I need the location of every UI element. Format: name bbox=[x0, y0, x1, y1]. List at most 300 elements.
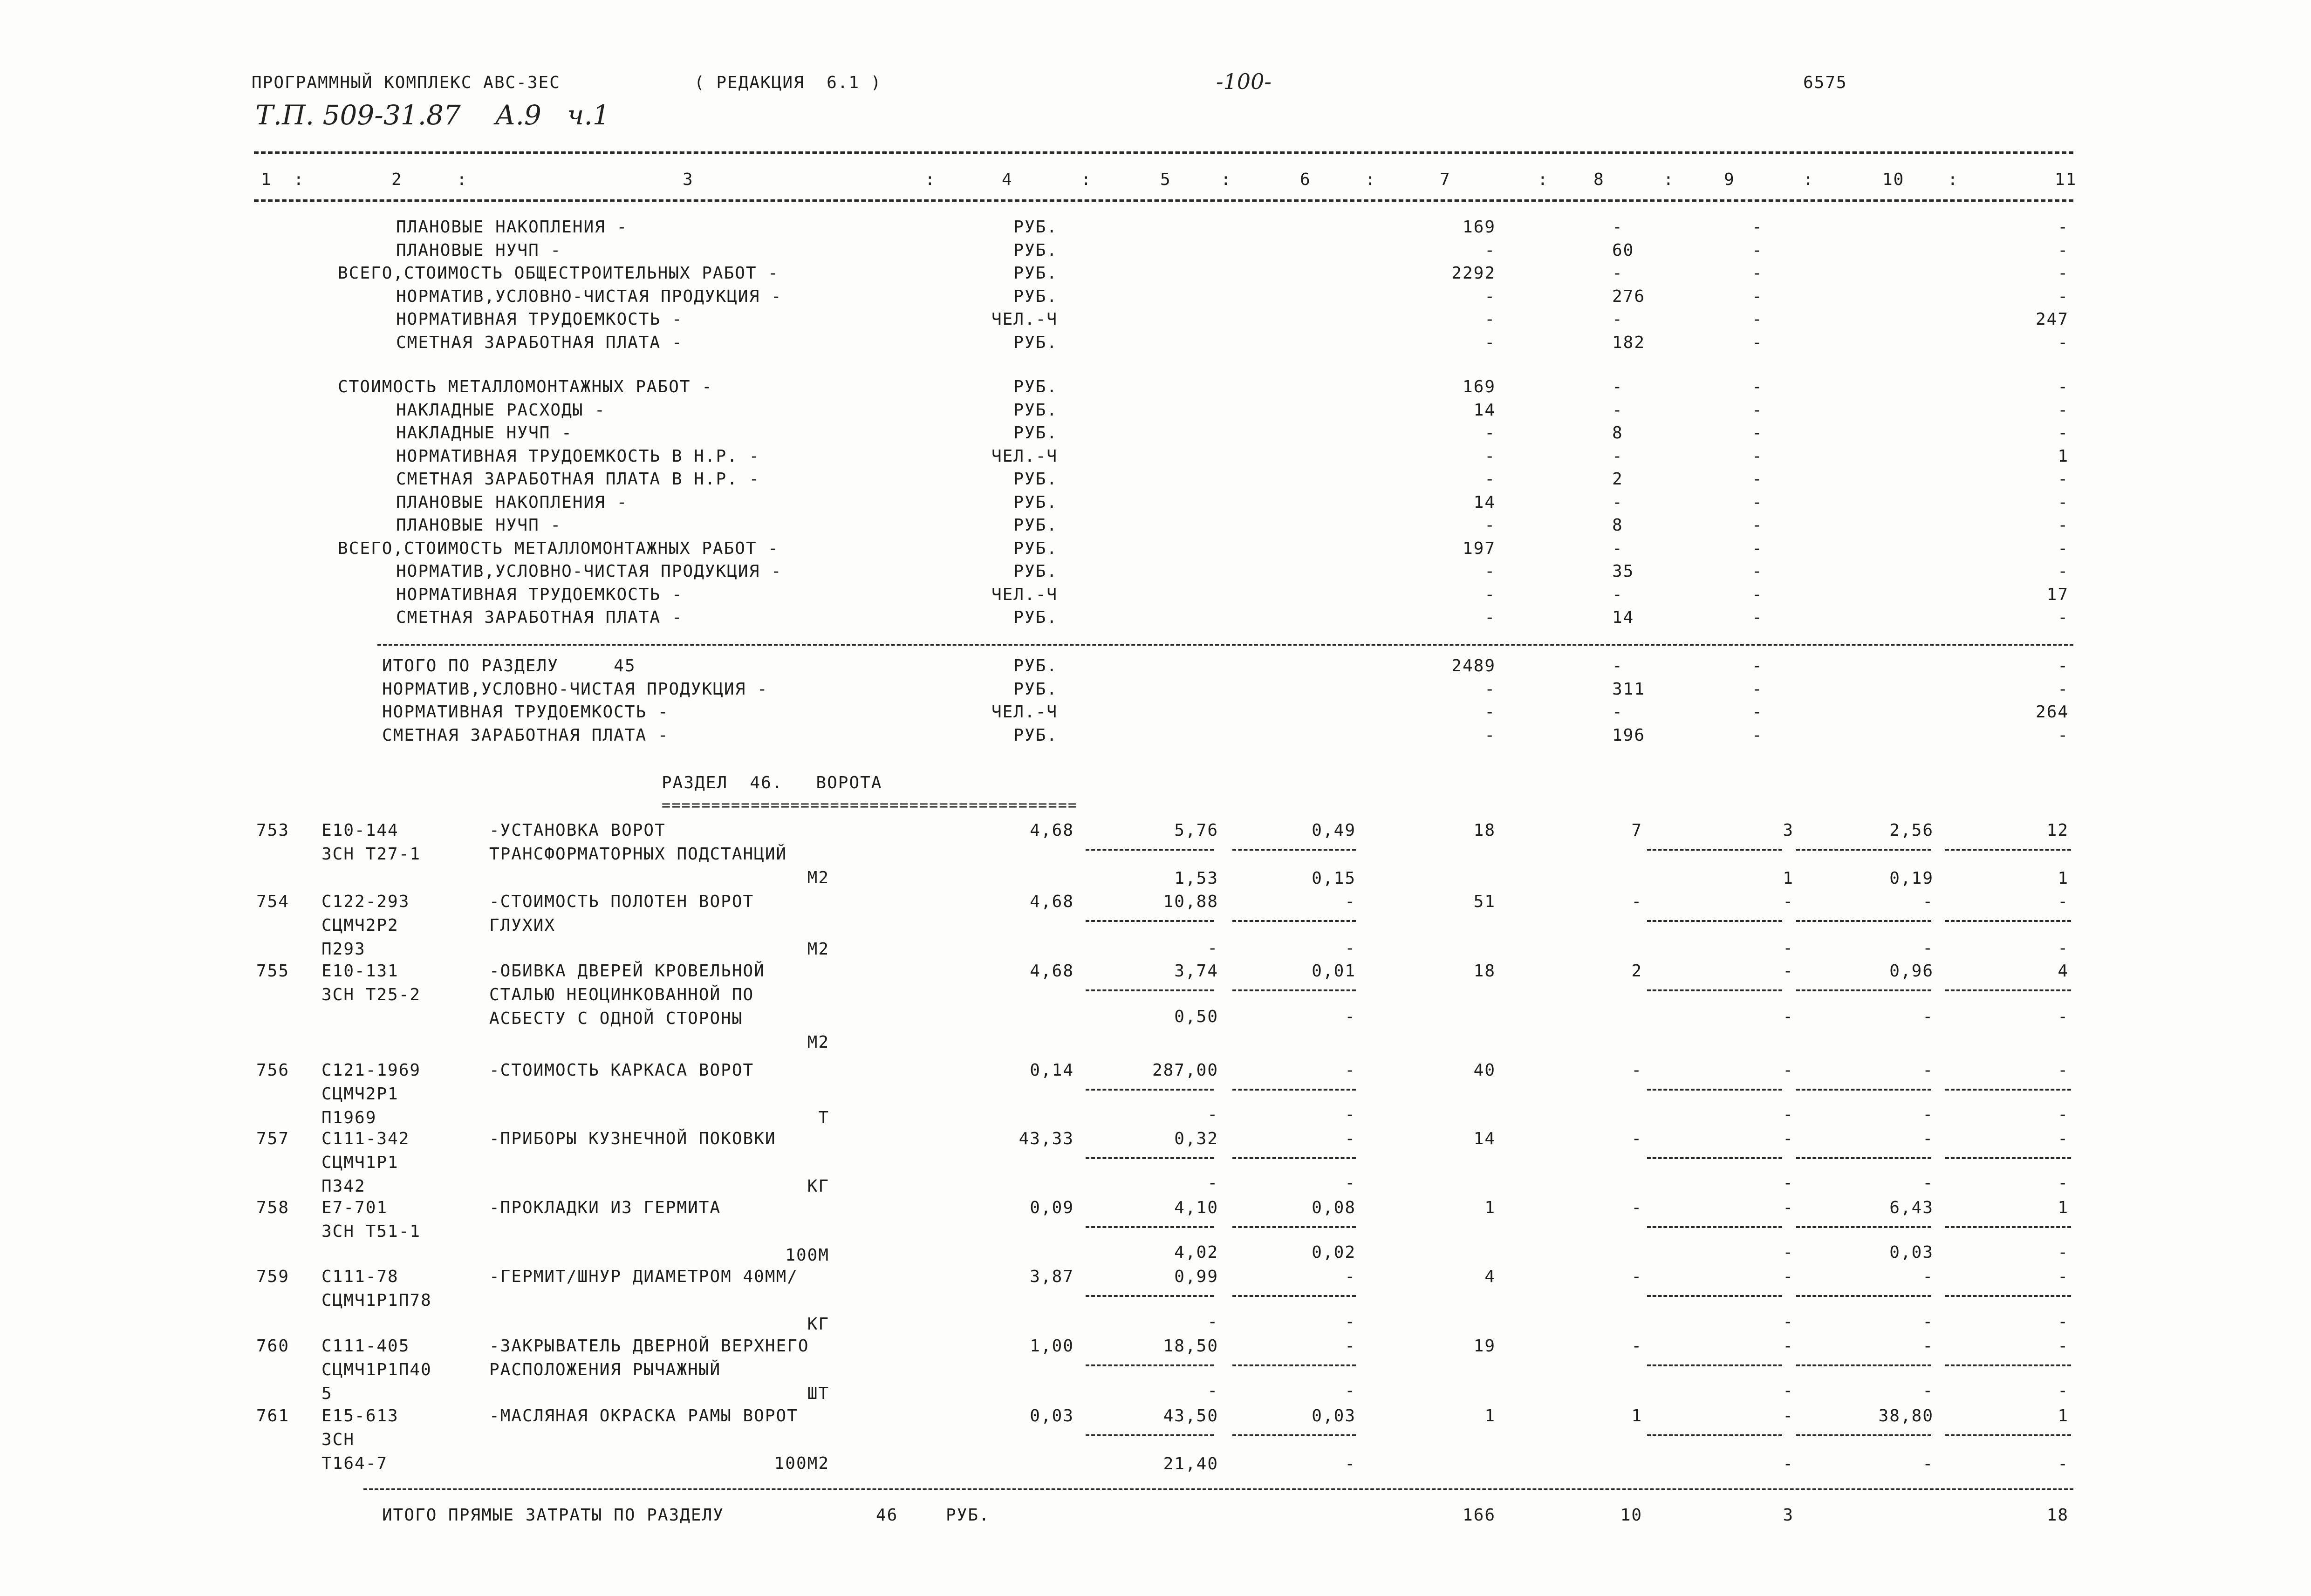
item-sub-rule bbox=[1945, 1364, 2071, 1366]
item-col9: - bbox=[1783, 1267, 1794, 1286]
summary-col11: - bbox=[2058, 492, 2069, 512]
item-code: ЗСН Т51-1 bbox=[321, 1222, 421, 1241]
item-sub-rule bbox=[1086, 1089, 1214, 1091]
item-code: ЗСН Т27-1 bbox=[321, 845, 421, 864]
item-col9: - bbox=[1783, 892, 1794, 911]
item-col10: 6,43 bbox=[1889, 1198, 1934, 1217]
item-sub-col6: 0,02 bbox=[1312, 1243, 1356, 1262]
summary-unit: РУБ. bbox=[1013, 656, 1058, 675]
item-total-wage: - bbox=[1631, 892, 1642, 911]
summary-col8: - bbox=[1612, 585, 1623, 604]
summary-col9: - bbox=[1752, 218, 1763, 237]
item-sub-col6: - bbox=[1345, 1312, 1356, 1331]
summary-col7: 2292 bbox=[1451, 264, 1496, 283]
item-sub-col6: - bbox=[1345, 1173, 1356, 1193]
item-col10: 0,96 bbox=[1889, 962, 1934, 981]
summary-col7: - bbox=[1484, 423, 1496, 443]
item-sub-rule bbox=[1796, 849, 1931, 851]
item-unit-price: 18,50 bbox=[1163, 1337, 1218, 1356]
item-col10: - bbox=[1922, 1267, 1934, 1286]
item-number: 760 bbox=[256, 1337, 290, 1356]
summary-label: НОРМАТИВ,УСЛОВНО-ЧИСТАЯ ПРОДУКЦИЯ - bbox=[382, 679, 768, 699]
item-code: С122-293 bbox=[321, 892, 410, 911]
summary-label: ПЛАНОВЫЕ НУЧП - bbox=[396, 240, 562, 260]
final-total-col8: 10 bbox=[1620, 1506, 1642, 1525]
item-quantity: 0,14 bbox=[1030, 1061, 1074, 1080]
summary-label: СМЕТНАЯ ЗАРАБОТНАЯ ПЛАТА - bbox=[396, 333, 683, 352]
summary-col7: 2489 bbox=[1451, 656, 1496, 675]
item-total-cost: 40 bbox=[1473, 1061, 1496, 1080]
item-total-wage: - bbox=[1631, 1198, 1642, 1217]
section-rule bbox=[377, 644, 2073, 646]
summary-label: ПЛАНОВЫЕ НАКОПЛЕНИЯ - bbox=[396, 218, 628, 237]
final-total-label: ИТОГО ПРЯМЫЕ ЗАТРАТЫ ПО РАЗДЕЛУ bbox=[382, 1506, 724, 1525]
summary-label: НОРМАТИВНАЯ ТРУДОЕМКОСТЬ - bbox=[382, 703, 669, 722]
column-separator: : bbox=[294, 170, 305, 189]
summary-unit: РУБ. bbox=[1013, 377, 1058, 396]
table-header-rule bbox=[254, 199, 2073, 202]
item-total-wage: - bbox=[1631, 1267, 1642, 1286]
item-number: 759 bbox=[256, 1267, 290, 1286]
item-sub-rule bbox=[1086, 1157, 1214, 1159]
summary-col9: - bbox=[1752, 562, 1763, 581]
item-sub-col10: - bbox=[1922, 1007, 1934, 1026]
item-col11: - bbox=[2058, 1267, 2069, 1286]
item-sub-rule bbox=[1647, 1226, 1782, 1228]
item-sub-rule bbox=[1647, 920, 1782, 922]
item-number: 761 bbox=[256, 1406, 290, 1425]
item-unit-price: 3,74 bbox=[1174, 962, 1218, 981]
item-total-cost: 1 bbox=[1484, 1198, 1496, 1217]
item-code: СЦМЧ1Р1 bbox=[321, 1153, 399, 1172]
item-number: 753 bbox=[256, 821, 290, 840]
item-sub-col6: - bbox=[1345, 1105, 1356, 1124]
item-quantity: 1,00 bbox=[1030, 1337, 1074, 1356]
item-sub-col11: - bbox=[2058, 1007, 2069, 1026]
item-sub-rule bbox=[1796, 989, 1931, 991]
summary-label: НАКЛАДНЫЕ НУЧП - bbox=[396, 423, 573, 443]
item-unit-price: 287,00 bbox=[1152, 1061, 1218, 1080]
summary-unit: ЧЕЛ.-Ч bbox=[991, 310, 1058, 329]
column-separator: : bbox=[1663, 170, 1675, 189]
item-col11: - bbox=[2058, 1129, 2069, 1148]
summary-col9: - bbox=[1752, 539, 1763, 558]
item-quantity: 43,33 bbox=[1019, 1129, 1074, 1148]
item-sub-rule bbox=[1086, 989, 1214, 991]
summary-label: НОРМАТИВ,УСЛОВНО-ЧИСТАЯ ПРОДУКЦИЯ - bbox=[396, 562, 782, 581]
item-sub-rule bbox=[1945, 849, 2071, 851]
column-separator: : bbox=[1803, 170, 1814, 189]
doc-code: 6575 bbox=[1803, 73, 1847, 92]
item-quantity: 4,68 bbox=[1030, 962, 1074, 981]
item-col11: - bbox=[2058, 892, 2069, 911]
item-sub-rule bbox=[1647, 1434, 1782, 1436]
item-description: -ОБИВКА ДВЕРЕЙ КРОВЕЛЬНОЙ bbox=[489, 962, 765, 981]
summary-col8: 8 bbox=[1612, 516, 1623, 535]
summary-col11: 247 bbox=[2035, 310, 2069, 329]
item-wage-price: 0,49 bbox=[1312, 821, 1356, 840]
summary-col7: - bbox=[1484, 562, 1496, 581]
summary-col11: - bbox=[2058, 725, 2069, 745]
summary-label: ПЛАНОВЫЕ НУЧП - bbox=[396, 516, 562, 535]
item-total-wage: - bbox=[1631, 1129, 1642, 1148]
item-col10: 2,56 bbox=[1889, 821, 1934, 840]
summary-unit: ЧЕЛ.-Ч bbox=[991, 585, 1058, 604]
item-sub-rule bbox=[1647, 1157, 1782, 1159]
item-unit: 100М bbox=[785, 1246, 829, 1265]
item-wage-price: 0,01 bbox=[1312, 962, 1356, 981]
item-sub-rule bbox=[1945, 989, 2071, 991]
summary-unit: РУБ. bbox=[1013, 725, 1058, 745]
item-wage-price: - bbox=[1345, 1061, 1356, 1080]
item-col11: 12 bbox=[2046, 821, 2069, 840]
item-code: Т164-7 bbox=[321, 1454, 388, 1473]
summary-col11: - bbox=[2058, 470, 2069, 489]
item-description: РАСПОЛОЖЕНИЯ РЫЧАЖНЫЙ bbox=[489, 1360, 721, 1379]
item-description: АСБЕСТУ С ОДНОЙ СТОРОНЫ bbox=[489, 1009, 743, 1028]
item-code: С111-78 bbox=[321, 1267, 399, 1286]
item-col9: - bbox=[1783, 1337, 1794, 1356]
item-sub-col5: 21,40 bbox=[1163, 1454, 1218, 1473]
summary-unit: РУБ. bbox=[1013, 470, 1058, 489]
item-code: ЗСН Т25-2 bbox=[321, 985, 421, 1004]
summary-col11: 1 bbox=[2058, 446, 2069, 466]
summary-col7: - bbox=[1484, 585, 1496, 604]
item-sub-col10: - bbox=[1922, 1173, 1934, 1193]
summary-unit: РУБ. bbox=[1013, 516, 1058, 535]
summary-col8: - bbox=[1612, 310, 1623, 329]
item-col9: - bbox=[1783, 1129, 1794, 1148]
item-sub-rule bbox=[1796, 1364, 1931, 1366]
summary-label: ИТОГО ПО РАЗДЕЛУ 45 bbox=[382, 656, 636, 675]
item-description: СТАЛЬЮ НЕОЦИНКОВАННОЙ ПО bbox=[489, 985, 754, 1004]
final-total-rule bbox=[363, 1488, 2073, 1490]
summary-unit: ЧЕЛ.-Ч bbox=[991, 703, 1058, 722]
item-sub-col9: - bbox=[1783, 939, 1794, 958]
summary-col7: - bbox=[1484, 679, 1496, 699]
summary-label: СМЕТНАЯ ЗАРАБОТНАЯ ПЛАТА В Н.Р. - bbox=[396, 470, 760, 489]
summary-col11: - bbox=[2058, 286, 2069, 306]
item-sub-rule bbox=[1232, 920, 1356, 922]
summary-unit: РУБ. bbox=[1013, 608, 1058, 627]
summary-col7: 197 bbox=[1462, 539, 1496, 558]
item-col9: - bbox=[1783, 1406, 1794, 1425]
item-col10: - bbox=[1922, 1129, 1934, 1148]
summary-col9: - bbox=[1752, 333, 1763, 352]
summary-col11: - bbox=[2058, 562, 2069, 581]
item-code: Е10-131 bbox=[321, 962, 399, 981]
item-sub-col10: 0,19 bbox=[1889, 869, 1934, 888]
summary-col7: - bbox=[1484, 286, 1496, 306]
item-sub-col9: - bbox=[1783, 1381, 1794, 1400]
summary-label: НОРМАТИВ,УСЛОВНО-ЧИСТАЯ ПРОДУКЦИЯ - bbox=[396, 286, 782, 306]
summary-col8: - bbox=[1612, 264, 1623, 283]
item-sub-col10: - bbox=[1922, 1381, 1934, 1400]
section-title: РАЗДЕЛ 46. ВОРОТА bbox=[662, 773, 882, 792]
summary-col9: - bbox=[1752, 400, 1763, 420]
summary-unit: РУБ. bbox=[1013, 218, 1058, 237]
item-sub-col6: - bbox=[1345, 939, 1356, 958]
item-code: СЦМЧ2Р2 bbox=[321, 916, 399, 935]
page-number: -100- bbox=[1216, 69, 1272, 94]
edition-label: ( РЕДАКЦИЯ 6.1 ) bbox=[694, 73, 882, 92]
item-sub-col11: - bbox=[2058, 1312, 2069, 1331]
item-wage-price: - bbox=[1345, 1267, 1356, 1286]
item-sub-col10: - bbox=[1922, 1312, 1934, 1331]
summary-col8: - bbox=[1612, 703, 1623, 722]
item-quantity: 3,87 bbox=[1030, 1267, 1074, 1286]
summary-col8: - bbox=[1612, 539, 1623, 558]
item-description: -СТОИМОСТЬ КАРКАСА ВОРОТ bbox=[489, 1061, 754, 1080]
final-total-section: 46 bbox=[876, 1506, 898, 1525]
item-sub-rule bbox=[1796, 1226, 1931, 1228]
item-wage-price: - bbox=[1345, 1129, 1356, 1148]
item-sub-col10: - bbox=[1922, 939, 1934, 958]
item-wage-price: - bbox=[1345, 1337, 1356, 1356]
summary-col9: - bbox=[1752, 446, 1763, 466]
item-sub-rule bbox=[1086, 849, 1214, 851]
item-sub-rule bbox=[1086, 920, 1214, 922]
item-sub-col9: - bbox=[1783, 1007, 1794, 1026]
column-separator: : bbox=[1081, 170, 1092, 189]
item-total-wage: 2 bbox=[1631, 962, 1642, 981]
summary-col7: - bbox=[1484, 608, 1496, 627]
item-description: -УСТАНОВКА ВОРОТ bbox=[489, 821, 666, 840]
summary-label: НОРМАТИВНАЯ ТРУДОЕМКОСТЬ В Н.Р. - bbox=[396, 446, 760, 466]
summary-col8: 196 bbox=[1612, 725, 1646, 745]
item-sub-rule bbox=[1232, 1295, 1356, 1297]
item-code: П1969 bbox=[321, 1108, 377, 1127]
item-sub-rule bbox=[1945, 1157, 2071, 1159]
summary-col8: - bbox=[1612, 446, 1623, 466]
item-code: ЗСН bbox=[321, 1430, 355, 1449]
item-sub-col11: - bbox=[2058, 1381, 2069, 1400]
summary-col8: 14 bbox=[1612, 608, 1634, 627]
item-col10: - bbox=[1922, 892, 1934, 911]
summary-unit: ЧЕЛ.-Ч bbox=[991, 446, 1058, 466]
column-separator: : bbox=[1365, 170, 1376, 189]
summary-col11: - bbox=[2058, 377, 2069, 396]
item-sub-col11: - bbox=[2058, 1173, 2069, 1193]
summary-col9: - bbox=[1752, 608, 1763, 627]
column-number-7: 7 bbox=[1440, 170, 1451, 189]
summary-unit: РУБ. bbox=[1013, 333, 1058, 352]
item-quantity: 0,09 bbox=[1030, 1198, 1074, 1217]
item-number: 756 bbox=[256, 1061, 290, 1080]
item-sub-col10: - bbox=[1922, 1454, 1934, 1473]
item-code: Е10-144 bbox=[321, 821, 399, 840]
item-wage-price: 0,08 bbox=[1312, 1198, 1356, 1217]
item-wage-price: - bbox=[1345, 892, 1356, 911]
item-unit: КГ bbox=[807, 1177, 829, 1196]
item-sub-rule bbox=[1086, 1434, 1214, 1436]
summary-col11: - bbox=[2058, 400, 2069, 420]
item-code: 5 bbox=[321, 1384, 333, 1403]
item-description: -ПРОКЛАДКИ ИЗ ГЕРМИТА bbox=[489, 1198, 721, 1217]
item-description: -ГЕРМИТ/ШНУР ДИАМЕТРОМ 40ММ/ bbox=[489, 1267, 798, 1286]
item-number: 757 bbox=[256, 1129, 290, 1148]
item-sub-rule bbox=[1232, 989, 1356, 991]
item-sub-rule bbox=[1945, 1089, 2071, 1091]
item-code: С111-405 bbox=[321, 1337, 410, 1356]
item-total-cost: 19 bbox=[1473, 1337, 1496, 1356]
item-sub-col9: - bbox=[1783, 1312, 1794, 1331]
item-sub-col9: - bbox=[1783, 1454, 1794, 1473]
item-sub-rule bbox=[1232, 1089, 1356, 1091]
summary-unit: РУБ. bbox=[1013, 423, 1058, 443]
item-sub-col9: - bbox=[1783, 1105, 1794, 1124]
item-sub-rule bbox=[1945, 920, 2071, 922]
column-separator: : bbox=[457, 170, 468, 189]
final-total-unit: РУБ. bbox=[946, 1506, 990, 1525]
item-sub-rule bbox=[1796, 1295, 1931, 1297]
item-sub-col9: 1 bbox=[1783, 869, 1794, 888]
item-sub-col5: - bbox=[1207, 1173, 1218, 1193]
item-sub-rule bbox=[1647, 1089, 1782, 1091]
column-separator: : bbox=[1948, 170, 1959, 189]
final-total-col7: 166 bbox=[1462, 1506, 1496, 1525]
item-total-cost: 18 bbox=[1473, 962, 1496, 981]
column-number-4: 4 bbox=[1002, 170, 1013, 189]
summary-unit: РУБ. bbox=[1013, 264, 1058, 283]
item-sub-col5: - bbox=[1207, 1381, 1218, 1400]
item-sub-rule bbox=[1796, 920, 1931, 922]
column-number-11: 11 bbox=[2055, 170, 2077, 189]
summary-col11: - bbox=[2058, 516, 2069, 535]
summary-col9: - bbox=[1752, 423, 1763, 443]
table-top-rule bbox=[254, 151, 2073, 154]
summary-col9: - bbox=[1752, 310, 1763, 329]
summary-col8: - bbox=[1612, 656, 1623, 675]
summary-col7: - bbox=[1484, 470, 1496, 489]
item-unit: М2 bbox=[807, 868, 829, 887]
final-total-col9: 3 bbox=[1783, 1506, 1794, 1525]
item-sub-col5: 0,50 bbox=[1174, 1007, 1218, 1026]
item-code: С121-1969 bbox=[321, 1061, 421, 1080]
summary-unit: РУБ. bbox=[1013, 400, 1058, 420]
item-description: ТРАНСФОРМАТОРНЫХ ПОДСТАНЦИЙ bbox=[489, 845, 787, 864]
item-sub-rule bbox=[1232, 1434, 1356, 1436]
item-total-wage: 7 bbox=[1631, 821, 1642, 840]
summary-unit: РУБ. bbox=[1013, 240, 1058, 260]
item-sub-col6: 0,15 bbox=[1312, 869, 1356, 888]
summary-col9: - bbox=[1752, 516, 1763, 535]
item-total-wage: 1 bbox=[1631, 1406, 1642, 1425]
item-sub-col11: - bbox=[2058, 1454, 2069, 1473]
summary-col9: - bbox=[1752, 240, 1763, 260]
program-title: ПРОГРАММНЫЙ КОМПЛЕКС АВС-3ЕС bbox=[252, 73, 561, 92]
item-unit-price: 10,88 bbox=[1163, 892, 1218, 911]
summary-col8: - bbox=[1612, 377, 1623, 396]
item-code: Е7-701 bbox=[321, 1198, 388, 1217]
item-sub-col9: - bbox=[1783, 1173, 1794, 1193]
item-unit: Т bbox=[818, 1108, 829, 1127]
item-col11: 1 bbox=[2058, 1198, 2069, 1217]
item-col10: - bbox=[1922, 1061, 1934, 1080]
item-description: -ЗАКРЫВАТЕЛЬ ДВЕРНОЙ ВЕРХНЕГО bbox=[489, 1337, 809, 1356]
item-col9: - bbox=[1783, 962, 1794, 981]
item-sub-rule bbox=[1945, 1295, 2071, 1297]
item-description: -ПРИБОРЫ КУЗНЕЧНОЙ ПОКОВКИ bbox=[489, 1129, 776, 1148]
summary-label: ВСЕГО,СТОИМОСТЬ ОБЩЕСТРОИТЕЛЬНЫХ РАБОТ - bbox=[338, 264, 779, 283]
column-separator: : bbox=[925, 170, 936, 189]
item-sub-col11: 1 bbox=[2058, 869, 2069, 888]
item-sub-col10: - bbox=[1922, 1105, 1934, 1124]
summary-label: ПЛАНОВЫЕ НАКОПЛЕНИЯ - bbox=[396, 492, 628, 512]
item-col11: 4 bbox=[2058, 962, 2069, 981]
summary-col9: - bbox=[1752, 470, 1763, 489]
summary-col9: - bbox=[1752, 679, 1763, 699]
item-code: СЦМЧ2Р1 bbox=[321, 1084, 399, 1104]
item-code: СЦМЧ1Р1П78 bbox=[321, 1291, 432, 1310]
item-sub-col5: - bbox=[1207, 939, 1218, 958]
summary-col11: - bbox=[2058, 240, 2069, 260]
summary-col11: 17 bbox=[2046, 585, 2069, 604]
summary-col8: - bbox=[1612, 492, 1623, 512]
summary-col8: 35 bbox=[1612, 562, 1634, 581]
summary-col11: 264 bbox=[2035, 703, 2069, 722]
item-sub-rule bbox=[1647, 1364, 1782, 1366]
summary-label: ВСЕГО,СТОИМОСТЬ МЕТАЛЛОМОНТАЖНЫХ РАБОТ - bbox=[338, 539, 779, 558]
item-number: 755 bbox=[256, 962, 290, 981]
item-sub-rule bbox=[1945, 1226, 2071, 1228]
item-col9: - bbox=[1783, 1061, 1794, 1080]
item-sub-rule bbox=[1086, 1295, 1214, 1297]
summary-col11: - bbox=[2058, 333, 2069, 352]
summary-unit: РУБ. bbox=[1013, 539, 1058, 558]
summary-col8: - bbox=[1612, 400, 1623, 420]
summary-col9: - bbox=[1752, 286, 1763, 306]
summary-col8: 8 bbox=[1612, 423, 1623, 443]
column-number-8: 8 bbox=[1593, 170, 1605, 189]
item-unit: М2 bbox=[807, 1033, 829, 1052]
summary-col7: - bbox=[1484, 333, 1496, 352]
summary-col7: - bbox=[1484, 703, 1496, 722]
column-number-3: 3 bbox=[683, 170, 694, 189]
column-number-9: 9 bbox=[1724, 170, 1735, 189]
summary-col9: - bbox=[1752, 703, 1763, 722]
summary-label: СТОИМОСТЬ МЕТАЛЛОМОНТАЖНЫХ РАБОТ - bbox=[338, 377, 713, 396]
item-sub-col6: - bbox=[1345, 1381, 1356, 1400]
summary-col9: - bbox=[1752, 585, 1763, 604]
item-number: 758 bbox=[256, 1198, 290, 1217]
item-code: Е15-613 bbox=[321, 1406, 399, 1425]
item-sub-col9: - bbox=[1783, 1243, 1794, 1262]
item-sub-rule bbox=[1647, 989, 1782, 991]
item-unit-price: 4,10 bbox=[1174, 1198, 1218, 1217]
summary-col11: - bbox=[2058, 264, 2069, 283]
item-description: ГЛУХИХ bbox=[489, 916, 556, 935]
item-unit-price: 0,32 bbox=[1174, 1129, 1218, 1148]
item-sub-col11: - bbox=[2058, 1105, 2069, 1124]
summary-col7: 14 bbox=[1473, 400, 1496, 420]
item-total-cost: 4 bbox=[1484, 1267, 1496, 1286]
column-number-10: 10 bbox=[1882, 170, 1905, 189]
item-number: 754 bbox=[256, 892, 290, 911]
column-number-5: 5 bbox=[1160, 170, 1171, 189]
summary-col8: 2 bbox=[1612, 470, 1623, 489]
item-total-cost: 51 bbox=[1473, 892, 1496, 911]
item-total-cost: 18 bbox=[1473, 821, 1496, 840]
item-col11: 1 bbox=[2058, 1406, 2069, 1425]
final-total-col11: 18 bbox=[2046, 1506, 2069, 1525]
summary-col7: - bbox=[1484, 725, 1496, 745]
item-sub-col5: 1,53 bbox=[1174, 869, 1218, 888]
summary-col7: 14 bbox=[1473, 492, 1496, 512]
item-sub-rule bbox=[1796, 1089, 1931, 1091]
item-unit: 100М2 bbox=[774, 1454, 829, 1473]
item-sub-col11: - bbox=[2058, 1243, 2069, 1262]
